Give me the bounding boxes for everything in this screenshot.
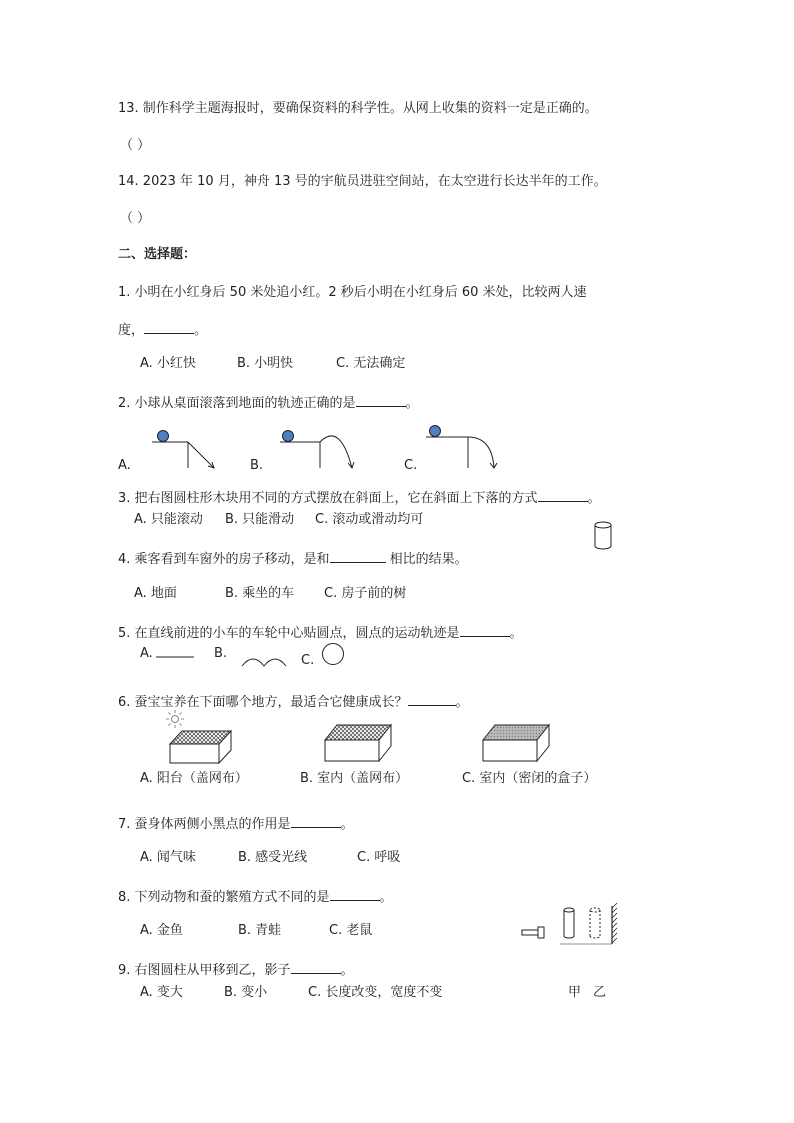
c1-stem-line2: 度， 。	[118, 319, 207, 340]
c2-figure-b	[278, 428, 368, 473]
c3-stem: 3. 把右图圆柱形木块用不同的方式摆放在斜面上，它在斜面上下落的方式 。	[118, 487, 601, 508]
c4-option-c[interactable]: C. 房子前的树	[324, 586, 407, 601]
q14-text: 14. 2023 年 10 月，神舟 13 号的宇航员进驻空间站，在太空进行长达半年的工作。	[118, 174, 607, 189]
flashlight-icon	[522, 927, 544, 938]
c5-label-b[interactable]: B.	[214, 646, 228, 661]
c3-option-a[interactable]: A. 只能滚动	[134, 512, 203, 527]
c9-figure	[520, 906, 620, 948]
cylinder-figure	[592, 520, 616, 552]
c1-stem-line1: 1. 小明在小红身后 50 米处追小红。2 秒后小明在小红身后 60 米处，比较两人速	[118, 285, 587, 300]
q13-text: 13. 制作科学主题海报时，要确保资料的科学性。从网上收集的资料一定是正确的。	[118, 101, 598, 116]
c6-box-b	[323, 723, 395, 765]
c2-answer-blank[interactable]	[356, 392, 406, 407]
q14-answer-paren[interactable]: （ ）	[120, 211, 151, 226]
c1-option-b[interactable]: B. 小明快	[237, 356, 294, 371]
c2-label-c[interactable]: C.	[404, 458, 418, 473]
c1-option-c[interactable]: C. 无法确定	[336, 356, 406, 371]
c9-label-jia: 甲	[568, 985, 582, 1000]
c7-stem: 7. 蚕身体两侧小黑点的作用是 。	[118, 813, 354, 834]
c8-option-b[interactable]: B. 青蛙	[238, 923, 282, 938]
c9-option-c[interactable]: C. 长度改变，宽度不变	[308, 985, 443, 1000]
c9-option-b[interactable]: B. 变小	[224, 985, 268, 1000]
c4-option-b[interactable]: B. 乘坐的车	[225, 586, 295, 601]
cylinder-yi	[590, 908, 600, 938]
c4-stem: 4. 乘客看到车窗外的房子移动，是和 相比的结果。	[118, 548, 468, 569]
cylinder-jia	[564, 908, 574, 938]
c2-figure-a	[150, 428, 230, 473]
c9-option-a[interactable]: A. 变大	[140, 985, 183, 1000]
c8-answer-blank[interactable]	[330, 886, 380, 901]
c3-option-c[interactable]: C. 滚动或滑动均可	[315, 512, 424, 527]
c6-answer-blank[interactable]	[408, 691, 456, 706]
q13-answer-paren[interactable]: （ ）	[120, 138, 151, 153]
c2-figure-c	[424, 420, 514, 472]
c7-option-a[interactable]: A. 闻气味	[140, 850, 196, 865]
c9-answer-blank[interactable]	[291, 959, 341, 974]
c7-option-c[interactable]: C. 呼吸	[357, 850, 401, 865]
c8-option-a[interactable]: A. 金鱼	[140, 923, 183, 938]
c8-option-c[interactable]: C. 老鼠	[329, 923, 373, 938]
c5-stem: 5. 在直线前进的小车的车轮中心贴圆点，圆点的运动轨迹是 。	[118, 622, 523, 643]
c6-option-b[interactable]: B. 室内（盖网布）	[300, 771, 409, 786]
c2-stem: 2. 小球从桌面滚落到地面的轨迹正确的是 。	[118, 392, 419, 413]
c5-label-a[interactable]: A.	[140, 646, 153, 661]
c1-answer-blank[interactable]	[144, 319, 194, 334]
c7-option-b[interactable]: B. 感受光线	[238, 850, 308, 865]
section-title: 二、选择题：	[118, 247, 197, 262]
c6-box-c	[481, 723, 553, 765]
c6-option-c[interactable]: C. 室内（密闭的盒子）	[462, 771, 597, 786]
c7-answer-blank[interactable]	[291, 813, 341, 828]
c2-label-a[interactable]: A.	[118, 458, 131, 473]
c3-option-b[interactable]: B. 只能滑动	[225, 512, 295, 527]
c5-answer-blank[interactable]	[460, 622, 510, 637]
c6-stem: 6. 蚕宝宝养在下面哪个地方，最适合它健康成长？ 。	[118, 691, 469, 712]
c4-answer-blank[interactable]	[330, 548, 386, 563]
sun-icon	[166, 710, 184, 728]
c3-answer-blank[interactable]	[538, 487, 588, 502]
c5-label-c[interactable]: C.	[301, 653, 315, 668]
c5-figure-c-circle	[320, 642, 346, 668]
c1-option-a[interactable]: A. 小红快	[140, 356, 196, 371]
c5-figure-b-arcs	[240, 654, 290, 670]
c9-stem: 9. 右图圆柱从甲移到乙，影子 。	[118, 959, 354, 980]
c6-box-a	[168, 728, 234, 766]
c9-label-yi: 乙	[593, 985, 607, 1000]
c6-option-a[interactable]: A. 阳台（盖网布）	[140, 771, 248, 786]
c8-stem: 8. 下列动物和蚕的繁殖方式不同的是 。	[118, 886, 393, 907]
c5-figure-a-line	[156, 650, 196, 660]
c2-label-b[interactable]: B.	[250, 458, 264, 473]
c4-option-a[interactable]: A. 地面	[134, 586, 177, 601]
